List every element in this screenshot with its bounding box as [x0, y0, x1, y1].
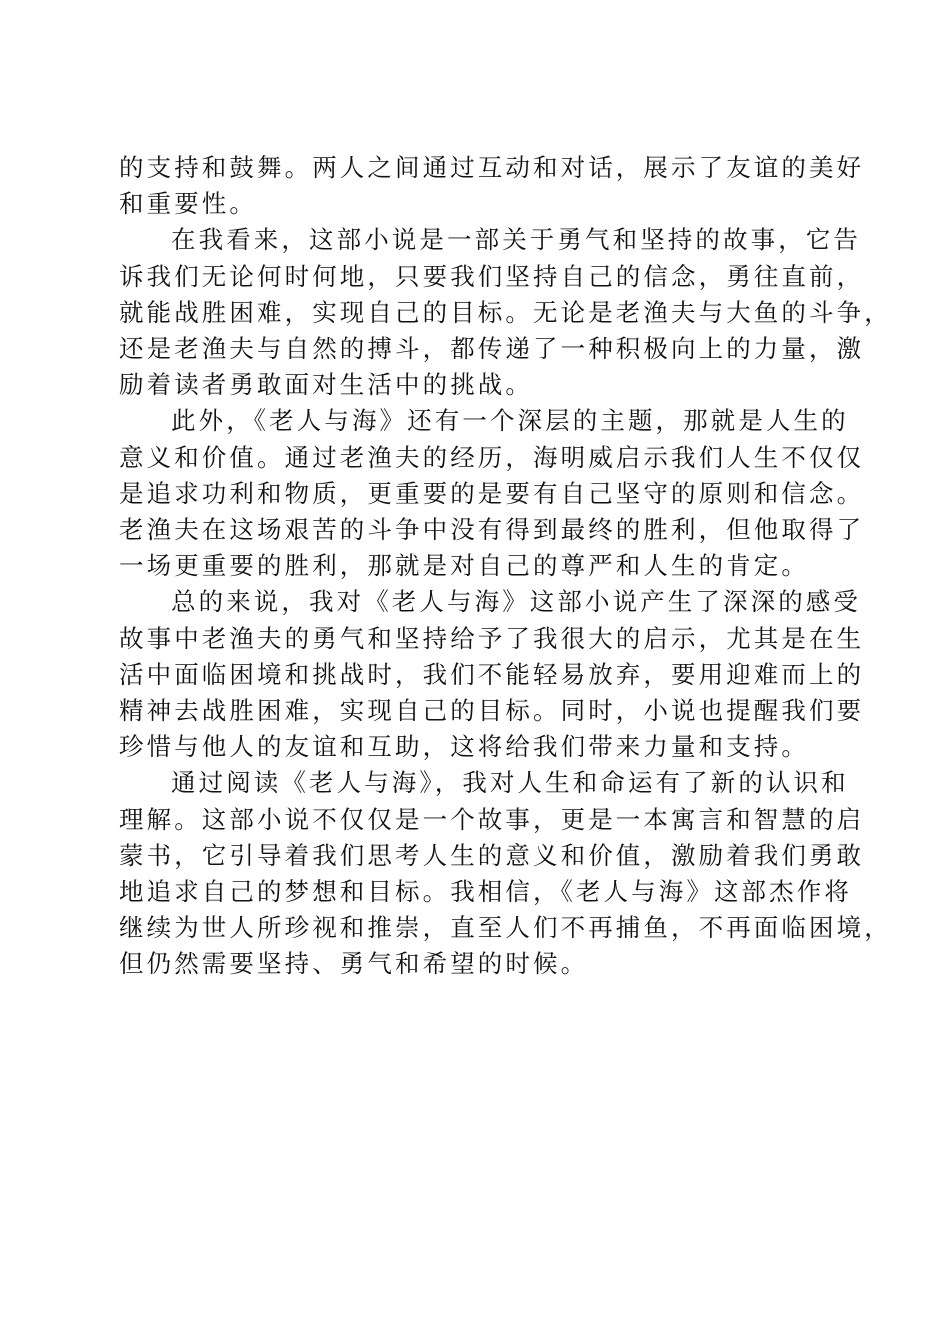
- paragraph-continuation: [119, 150, 865, 222]
- text-line: 励着读者勇敢面对生活中的挑战。: [119, 370, 533, 400]
- text-line: 故事中老渔夫的勇气和坚持给予了我很大的启示，尤其是在生: [119, 623, 865, 653]
- text-line: 但仍然需要坚持、勇气和希望的时候。: [119, 949, 589, 979]
- text-line: 通过阅读《老人与海》，我对人生和命运有了新的认识和: [171, 768, 849, 798]
- text-line: 珍惜与他人的友谊和互助，这将给我们带来力量和支持。: [119, 732, 809, 762]
- paragraph-summary: [119, 584, 865, 765]
- text-line: 的支持和鼓舞。两人之间通过互动和对话，展示了友谊的美好: [119, 153, 865, 182]
- paragraph-courage-theme: [119, 222, 892, 403]
- text-line: 是追求功利和物质，更重要的是要有自己坚守的原则和信念。: [119, 478, 865, 508]
- text-line: 诉我们无论何时何地，只要我们坚持自己的信念，勇往直前，: [119, 261, 865, 291]
- text-line: 和重要性。: [119, 189, 257, 219]
- text-line: 理解。这部小说不仅仅是一个故事，更是一本寓言和智慧的启: [119, 804, 865, 834]
- text-line: 总的来说，我对《老人与海》这部小说产生了深深的感受: [171, 587, 861, 617]
- text-line: 就能战胜困难，实现自己的目标。无论是老渔夫与大鱼的斗争，: [119, 297, 892, 327]
- text-line: 此外，《老人与海》还有一个深层的主题，那就是人生的: [171, 406, 849, 436]
- text-line: 地追求自己的梦想和目标。我相信，《老人与海》这部杰作将: [119, 877, 852, 907]
- text-line: 意义和价值。通过老渔夫的经历，海明威启示我们人生不仅仅: [119, 442, 865, 472]
- text-line: 蒙书，它引导着我们思考人生的意义和价值，激励着我们勇敢: [119, 840, 865, 870]
- text-line: 活中面临困境和挑战时，我们不能轻易放弃，要用迎难而上的: [119, 659, 865, 689]
- text-line: 在我看来，这部小说是一部关于勇气和坚持的故事，它告: [171, 225, 861, 255]
- document-body: [119, 150, 892, 983]
- text-line: 一场更重要的胜利，那就是对自己的尊严和人生的肯定。: [119, 551, 809, 581]
- text-line: 继续为世人所珍视和推崇，直至人们不再捕鱼，不再面临困境，: [119, 913, 892, 943]
- text-line: 精神去战胜困难，实现自己的目标。同时，小说也提醒我们要: [119, 696, 865, 726]
- text-line: 还是老渔夫与自然的搏斗，都传递了一种积极向上的力量，激: [119, 334, 865, 364]
- paragraph-conclusion: [119, 765, 892, 982]
- paragraph-meaning-of-life: [119, 403, 865, 584]
- text-line: 老渔夫在这场艰苦的斗争中没有得到最终的胜利，但他取得了: [119, 515, 865, 545]
